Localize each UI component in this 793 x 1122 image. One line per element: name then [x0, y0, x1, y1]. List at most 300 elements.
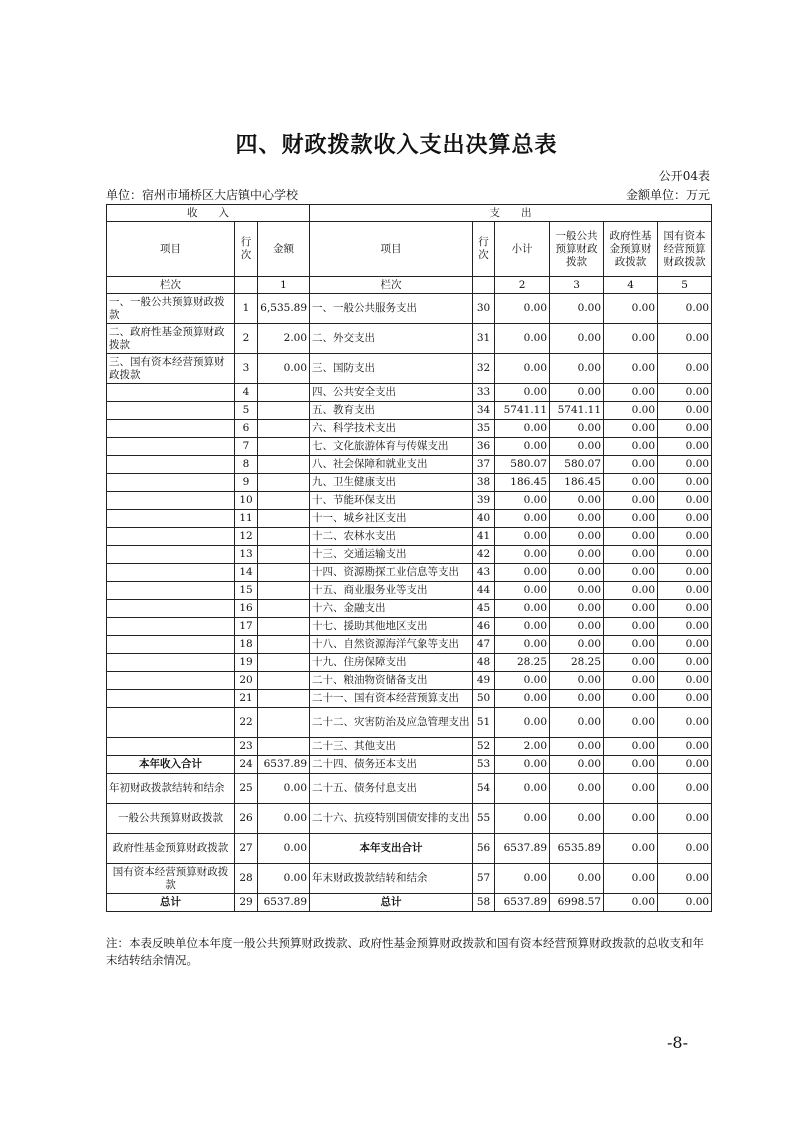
expense-line-cell: 57 — [473, 864, 495, 894]
expense-item-cell: 八、社会保障和就业支出 — [310, 456, 473, 474]
income-amount-cell: 0.00 — [258, 864, 310, 894]
expense-fund-cell: 0.00 — [604, 528, 658, 546]
expense-line-cell: 32 — [473, 354, 495, 384]
expense-fund-cell: 0.00 — [604, 708, 658, 738]
expense-general-cell: 0.00 — [550, 546, 604, 564]
income-line-cell: 12 — [235, 528, 258, 546]
table-row — [107, 636, 712, 654]
expense-fund-cell: 0.00 — [604, 510, 658, 528]
income-item-cell — [107, 738, 235, 756]
expense-general-cell: 0.00 — [550, 672, 604, 690]
table-row — [107, 894, 712, 912]
table-row — [107, 582, 712, 600]
expense-subtotal-cell: 0.00 — [495, 774, 550, 804]
expense-subtotal-cell: 0.00 — [495, 564, 550, 582]
expense-line-cell: 50 — [473, 690, 495, 708]
table-row — [107, 546, 712, 564]
expense-line-cell: 36 — [473, 438, 495, 456]
expense-state-cell: 0.00 — [658, 636, 712, 654]
expense-line-cell: 41 — [473, 528, 495, 546]
income-item-cell — [107, 546, 235, 564]
income-line-cell: 5 — [235, 402, 258, 420]
col-exp-line: 行次 — [473, 222, 495, 277]
table-row — [107, 528, 712, 546]
expense-fund-cell: 0.00 — [604, 294, 658, 324]
expense-fund-cell: 0.00 — [604, 834, 658, 864]
income-item-cell — [107, 510, 235, 528]
expense-state-cell: 0.00 — [658, 774, 712, 804]
expense-subtotal-cell: 5741.11 — [495, 402, 550, 420]
expense-general-cell: 0.00 — [550, 804, 604, 834]
income-line-cell: 28 — [235, 864, 258, 894]
column-header-row — [107, 222, 712, 277]
expense-subtotal-cell: 0.00 — [495, 708, 550, 738]
income-line-cell: 21 — [235, 690, 258, 708]
expense-item-cell: 五、教育支出 — [310, 402, 473, 420]
expense-fund-cell: 0.00 — [604, 600, 658, 618]
expense-general-cell: 0.00 — [550, 324, 604, 354]
income-amount-cell — [258, 672, 310, 690]
expense-subtotal-cell: 0.00 — [495, 582, 550, 600]
expense-line-cell: 33 — [473, 384, 495, 402]
income-line-cell: 25 — [235, 774, 258, 804]
income-item-cell: 一、一般公共预算财政拨款 — [107, 294, 235, 324]
expense-fund-cell: 0.00 — [604, 636, 658, 654]
col-index-blank — [473, 277, 495, 294]
expense-subtotal-cell: 0.00 — [495, 864, 550, 894]
expense-subtotal-cell: 0.00 — [495, 804, 550, 834]
expense-line-cell: 44 — [473, 582, 495, 600]
table-row — [107, 774, 712, 804]
expense-subtotal-cell: 0.00 — [495, 546, 550, 564]
expense-item-cell: 四、公共安全支出 — [310, 384, 473, 402]
table-row — [107, 690, 712, 708]
income-item-cell: 一般公共预算财政拨款 — [107, 804, 235, 834]
table-row — [107, 354, 712, 384]
expense-state-cell: 0.00 — [658, 690, 712, 708]
expense-item-cell: 二十、粮油物资储备支出 — [310, 672, 473, 690]
expense-state-cell: 0.00 — [658, 492, 712, 510]
income-amount-cell: 6,535.89 — [258, 294, 310, 324]
expense-fund-cell: 0.00 — [604, 618, 658, 636]
expense-subtotal-cell: 0.00 — [495, 636, 550, 654]
column-index-row — [107, 277, 712, 294]
expense-line-cell: 34 — [473, 402, 495, 420]
income-item-cell — [107, 708, 235, 738]
expense-subtotal-cell: 0.00 — [495, 324, 550, 354]
expense-general-cell: 0.00 — [550, 774, 604, 804]
expense-header: 支 出 — [310, 205, 712, 222]
table-row — [107, 420, 712, 438]
table-row — [107, 756, 712, 774]
income-item-cell — [107, 528, 235, 546]
expense-line-cell: 45 — [473, 600, 495, 618]
expense-subtotal-cell: 0.00 — [495, 510, 550, 528]
expense-general-cell: 186.45 — [550, 474, 604, 492]
expense-state-cell: 0.00 — [658, 384, 712, 402]
col-index-2: 2 — [495, 277, 550, 294]
income-item-cell: 国有资本经营预算财政拨款 — [107, 864, 235, 894]
expense-line-cell: 53 — [473, 756, 495, 774]
expense-fund-cell: 0.00 — [604, 654, 658, 672]
income-line-cell: 9 — [235, 474, 258, 492]
footnote: 注：本表反映单位本年度一般公共预算财政拨款、政府性基金预算财政拨款和国有资本经营预算财政拨款的总收支和年末结转结余情况。 — [106, 936, 704, 967]
col-index-blank — [235, 277, 258, 294]
expense-state-cell: 0.00 — [658, 864, 712, 894]
expense-state-cell: 0.00 — [658, 528, 712, 546]
expense-general-cell: 580.07 — [550, 456, 604, 474]
income-line-cell: 18 — [235, 636, 258, 654]
expense-item-cell: 二十二、灾害防治及应急管理支出 — [310, 708, 473, 738]
expense-state-cell: 0.00 — [658, 756, 712, 774]
expense-general-cell: 0.00 — [550, 510, 604, 528]
expense-line-cell: 49 — [473, 672, 495, 690]
expense-state-cell: 0.00 — [658, 738, 712, 756]
expense-item-cell: 年末财政拨款结转和结余 — [310, 864, 473, 894]
expense-item-cell: 九、卫生健康支出 — [310, 474, 473, 492]
income-item-cell: 政府性基金预算财政拨款 — [107, 834, 235, 864]
col-index-5: 5 — [658, 277, 712, 294]
income-line-cell: 16 — [235, 600, 258, 618]
expense-fund-cell: 0.00 — [604, 864, 658, 894]
expense-subtotal-cell: 0.00 — [495, 438, 550, 456]
expense-fund-cell: 0.00 — [604, 774, 658, 804]
expense-subtotal-cell: 0.00 — [495, 600, 550, 618]
table-row — [107, 294, 712, 324]
col-state: 国有资本经营预算财政拨款 — [658, 222, 712, 277]
expense-line-cell: 35 — [473, 420, 495, 438]
expense-item-cell: 本年支出合计 — [310, 834, 473, 864]
table-row — [107, 324, 712, 354]
income-amount-cell — [258, 600, 310, 618]
expense-general-cell: 0.00 — [550, 528, 604, 546]
col-exp-item: 项目 — [310, 222, 473, 277]
expense-line-cell: 51 — [473, 708, 495, 738]
expense-general-cell: 0.00 — [550, 708, 604, 738]
expense-fund-cell: 0.00 — [604, 690, 658, 708]
expense-fund-cell: 0.00 — [604, 420, 658, 438]
table-row — [107, 510, 712, 528]
expense-state-cell: 0.00 — [658, 294, 712, 324]
income-line-cell: 2 — [235, 324, 258, 354]
expense-item-cell: 一、一般公共服务支出 — [310, 294, 473, 324]
table-row — [107, 654, 712, 672]
expense-item-cell: 十五、商业服务业等支出 — [310, 582, 473, 600]
expense-fund-cell: 0.00 — [604, 324, 658, 354]
expense-item-cell: 七、文化旅游体育与传媒支出 — [310, 438, 473, 456]
expense-general-cell: 0.00 — [550, 756, 604, 774]
expense-state-cell: 0.00 — [658, 324, 712, 354]
income-amount-cell — [258, 564, 310, 582]
expense-state-cell: 0.00 — [658, 582, 712, 600]
income-line-cell: 15 — [235, 582, 258, 600]
income-amount-cell: 0.00 — [258, 834, 310, 864]
expense-subtotal-cell: 2.00 — [495, 738, 550, 756]
expense-fund-cell: 0.00 — [604, 438, 658, 456]
col-index-label: 栏次 — [107, 277, 235, 294]
expense-line-cell: 56 — [473, 834, 495, 864]
table-row — [107, 600, 712, 618]
expense-line-cell: 43 — [473, 564, 495, 582]
income-header: 收 入 — [107, 205, 310, 222]
col-index-1: 1 — [258, 277, 310, 294]
table-row — [107, 456, 712, 474]
expense-general-cell: 0.00 — [550, 384, 604, 402]
income-item-cell — [107, 636, 235, 654]
expense-line-cell: 30 — [473, 294, 495, 324]
table-row — [107, 804, 712, 834]
expense-item-cell: 十三、交通运输支出 — [310, 546, 473, 564]
income-line-cell: 4 — [235, 384, 258, 402]
income-amount-cell — [258, 456, 310, 474]
expense-general-cell: 0.00 — [550, 690, 604, 708]
expense-state-cell: 0.00 — [658, 834, 712, 864]
expense-state-cell: 0.00 — [658, 546, 712, 564]
income-item-cell — [107, 618, 235, 636]
expense-item-cell: 总计 — [310, 894, 473, 912]
income-line-cell: 11 — [235, 510, 258, 528]
expense-state-cell: 0.00 — [658, 600, 712, 618]
expense-general-cell: 0.00 — [550, 636, 604, 654]
income-line-cell: 1 — [235, 294, 258, 324]
expense-item-cell: 十、节能环保支出 — [310, 492, 473, 510]
income-line-cell: 23 — [235, 738, 258, 756]
expense-fund-cell: 0.00 — [604, 456, 658, 474]
expense-item-cell: 二十五、债务付息支出 — [310, 774, 473, 804]
income-item-cell — [107, 690, 235, 708]
table-row — [107, 672, 712, 690]
income-amount-cell: 0.00 — [258, 804, 310, 834]
expense-subtotal-cell: 0.00 — [495, 690, 550, 708]
income-line-cell: 7 — [235, 438, 258, 456]
expense-line-cell: 48 — [473, 654, 495, 672]
income-amount-cell — [258, 528, 310, 546]
group-header-row — [107, 205, 712, 222]
expense-state-cell: 0.00 — [658, 672, 712, 690]
expense-subtotal-cell: 0.00 — [495, 672, 550, 690]
table-row — [107, 708, 712, 738]
table-row — [107, 384, 712, 402]
income-amount-cell — [258, 384, 310, 402]
expense-fund-cell: 0.00 — [604, 672, 658, 690]
page-title: 四、财政拨款收入支出决算总表 — [235, 132, 558, 158]
col-line: 行次 — [235, 222, 258, 277]
income-item-cell — [107, 456, 235, 474]
income-item-cell: 本年收入合计 — [107, 756, 235, 774]
expense-fund-cell: 0.00 — [604, 564, 658, 582]
expense-subtotal-cell: 28.25 — [495, 654, 550, 672]
expense-subtotal-cell: 0.00 — [495, 528, 550, 546]
income-line-cell: 22 — [235, 708, 258, 738]
income-amount-cell — [258, 474, 310, 492]
expense-state-cell: 0.00 — [658, 564, 712, 582]
expense-line-cell: 37 — [473, 456, 495, 474]
expense-subtotal-cell: 0.00 — [495, 354, 550, 384]
income-line-cell: 10 — [235, 492, 258, 510]
income-line-cell: 8 — [235, 456, 258, 474]
expense-state-cell: 0.00 — [658, 618, 712, 636]
expense-state-cell: 0.00 — [658, 894, 712, 912]
amount-unit: 金额单位：万元 — [625, 188, 710, 202]
page-number: -8- — [667, 1033, 688, 1052]
expense-state-cell: 0.00 — [658, 456, 712, 474]
expense-item-cell: 二十四、债务还本支出 — [310, 756, 473, 774]
expense-general-cell: 0.00 — [550, 864, 604, 894]
expense-line-cell: 54 — [473, 774, 495, 804]
expense-general-cell: 0.00 — [550, 492, 604, 510]
expense-state-cell: 0.00 — [658, 420, 712, 438]
income-item-cell: 总计 — [107, 894, 235, 912]
expense-line-cell: 58 — [473, 894, 495, 912]
expense-subtotal-cell: 0.00 — [495, 756, 550, 774]
table-row — [107, 474, 712, 492]
expense-item-cell: 二十一、国有资本经营预算支出 — [310, 690, 473, 708]
income-amount-cell: 6537.89 — [258, 756, 310, 774]
expense-general-cell: 0.00 — [550, 618, 604, 636]
income-item-cell — [107, 492, 235, 510]
income-item-cell — [107, 384, 235, 402]
expense-fund-cell: 0.00 — [604, 474, 658, 492]
expense-general-cell: 0.00 — [550, 420, 604, 438]
income-line-cell: 26 — [235, 804, 258, 834]
income-item-cell: 三、国有资本经营预算财政拨款 — [107, 354, 235, 384]
expense-state-cell: 0.00 — [658, 438, 712, 456]
expense-state-cell: 0.00 — [658, 654, 712, 672]
income-item-cell — [107, 402, 235, 420]
income-item-cell: 年初财政拨款结转和结余 — [107, 774, 235, 804]
income-amount-cell: 0.00 — [258, 774, 310, 804]
expense-subtotal-cell: 0.00 — [495, 420, 550, 438]
expense-subtotal-cell: 0.00 — [495, 492, 550, 510]
col-index-4: 4 — [604, 277, 658, 294]
income-amount-cell — [258, 402, 310, 420]
income-line-cell: 3 — [235, 354, 258, 384]
col-index-exp-label: 栏次 — [310, 277, 473, 294]
expense-line-cell: 46 — [473, 618, 495, 636]
expense-general-cell: 6998.57 — [550, 894, 604, 912]
expense-item-cell: 二、外交支出 — [310, 324, 473, 354]
income-amount-cell: 6537.89 — [258, 894, 310, 912]
income-amount-cell — [258, 420, 310, 438]
expense-fund-cell: 0.00 — [604, 804, 658, 834]
income-item-cell — [107, 672, 235, 690]
unit-label: 单位：宿州市埇桥区大店镇中心学校 — [106, 188, 299, 202]
expense-state-cell: 0.00 — [658, 804, 712, 834]
income-line-cell: 19 — [235, 654, 258, 672]
form-number: 公开04表 — [658, 169, 710, 183]
expense-state-cell: 0.00 — [658, 708, 712, 738]
expense-fund-cell: 0.00 — [604, 738, 658, 756]
income-line-cell: 13 — [235, 546, 258, 564]
expense-line-cell: 31 — [473, 324, 495, 354]
expense-line-cell: 42 — [473, 546, 495, 564]
expense-state-cell: 0.00 — [658, 474, 712, 492]
income-amount-cell — [258, 618, 310, 636]
expense-subtotal-cell: 580.07 — [495, 456, 550, 474]
income-item-cell — [107, 474, 235, 492]
expense-general-cell: 0.00 — [550, 582, 604, 600]
expense-item-cell: 十八、自然资源海洋气象等支出 — [310, 636, 473, 654]
expense-subtotal-cell: 186.45 — [495, 474, 550, 492]
income-line-cell: 27 — [235, 834, 258, 864]
col-item: 项目 — [107, 222, 235, 277]
expense-fund-cell: 0.00 — [604, 894, 658, 912]
expense-state-cell: 0.00 — [658, 402, 712, 420]
expense-fund-cell: 0.00 — [604, 582, 658, 600]
expense-fund-cell: 0.00 — [604, 756, 658, 774]
expense-fund-cell: 0.00 — [604, 384, 658, 402]
expense-item-cell: 十七、援助其他地区支出 — [310, 618, 473, 636]
expense-line-cell: 40 — [473, 510, 495, 528]
expense-item-cell: 十六、金融支出 — [310, 600, 473, 618]
expense-general-cell: 0.00 — [550, 738, 604, 756]
income-item-cell — [107, 654, 235, 672]
income-amount-cell: 2.00 — [258, 324, 310, 354]
table-row — [107, 564, 712, 582]
table-row — [107, 618, 712, 636]
expense-subtotal-cell: 0.00 — [495, 384, 550, 402]
income-line-cell: 17 — [235, 618, 258, 636]
income-amount-cell — [258, 492, 310, 510]
income-amount-cell: 0.00 — [258, 354, 310, 384]
table-row — [107, 402, 712, 420]
table-row — [107, 834, 712, 864]
col-general: 一般公共预算财政拨款 — [550, 222, 604, 277]
expense-line-cell: 47 — [473, 636, 495, 654]
income-line-cell: 20 — [235, 672, 258, 690]
income-amount-cell — [258, 438, 310, 456]
expense-subtotal-cell: 6537.89 — [495, 894, 550, 912]
expense-general-cell: 0.00 — [550, 294, 604, 324]
expense-general-cell: 0.00 — [550, 354, 604, 384]
expense-fund-cell: 0.00 — [604, 546, 658, 564]
income-item-cell — [107, 420, 235, 438]
expense-item-cell: 六、科学技术支出 — [310, 420, 473, 438]
expense-line-cell: 52 — [473, 738, 495, 756]
expense-item-cell: 十九、住房保障支出 — [310, 654, 473, 672]
table-row — [107, 438, 712, 456]
expense-line-cell: 55 — [473, 804, 495, 834]
income-item-cell — [107, 564, 235, 582]
income-amount-cell — [258, 546, 310, 564]
expense-general-cell: 0.00 — [550, 438, 604, 456]
expense-general-cell: 0.00 — [550, 564, 604, 582]
expense-item-cell: 二十三、其他支出 — [310, 738, 473, 756]
expense-general-cell: 0.00 — [550, 600, 604, 618]
income-amount-cell — [258, 738, 310, 756]
expense-fund-cell: 0.00 — [604, 354, 658, 384]
income-line-cell: 24 — [235, 756, 258, 774]
col-index-3: 3 — [550, 277, 604, 294]
expense-subtotal-cell: 0.00 — [495, 618, 550, 636]
income-amount-cell — [258, 708, 310, 738]
expense-general-cell: 28.25 — [550, 654, 604, 672]
expense-item-cell: 三、国防支出 — [310, 354, 473, 384]
income-amount-cell — [258, 690, 310, 708]
expense-fund-cell: 0.00 — [604, 402, 658, 420]
budget-table — [106, 204, 712, 912]
income-amount-cell — [258, 582, 310, 600]
income-line-cell: 6 — [235, 420, 258, 438]
expense-item-cell: 十二、农林水支出 — [310, 528, 473, 546]
income-line-cell: 29 — [235, 894, 258, 912]
income-item-cell: 二、政府性基金预算财政拨款 — [107, 324, 235, 354]
income-item-cell — [107, 600, 235, 618]
expense-line-cell: 38 — [473, 474, 495, 492]
expense-general-cell: 6535.89 — [550, 834, 604, 864]
col-fund: 政府性基金预算财政拨款 — [604, 222, 658, 277]
expense-state-cell: 0.00 — [658, 354, 712, 384]
